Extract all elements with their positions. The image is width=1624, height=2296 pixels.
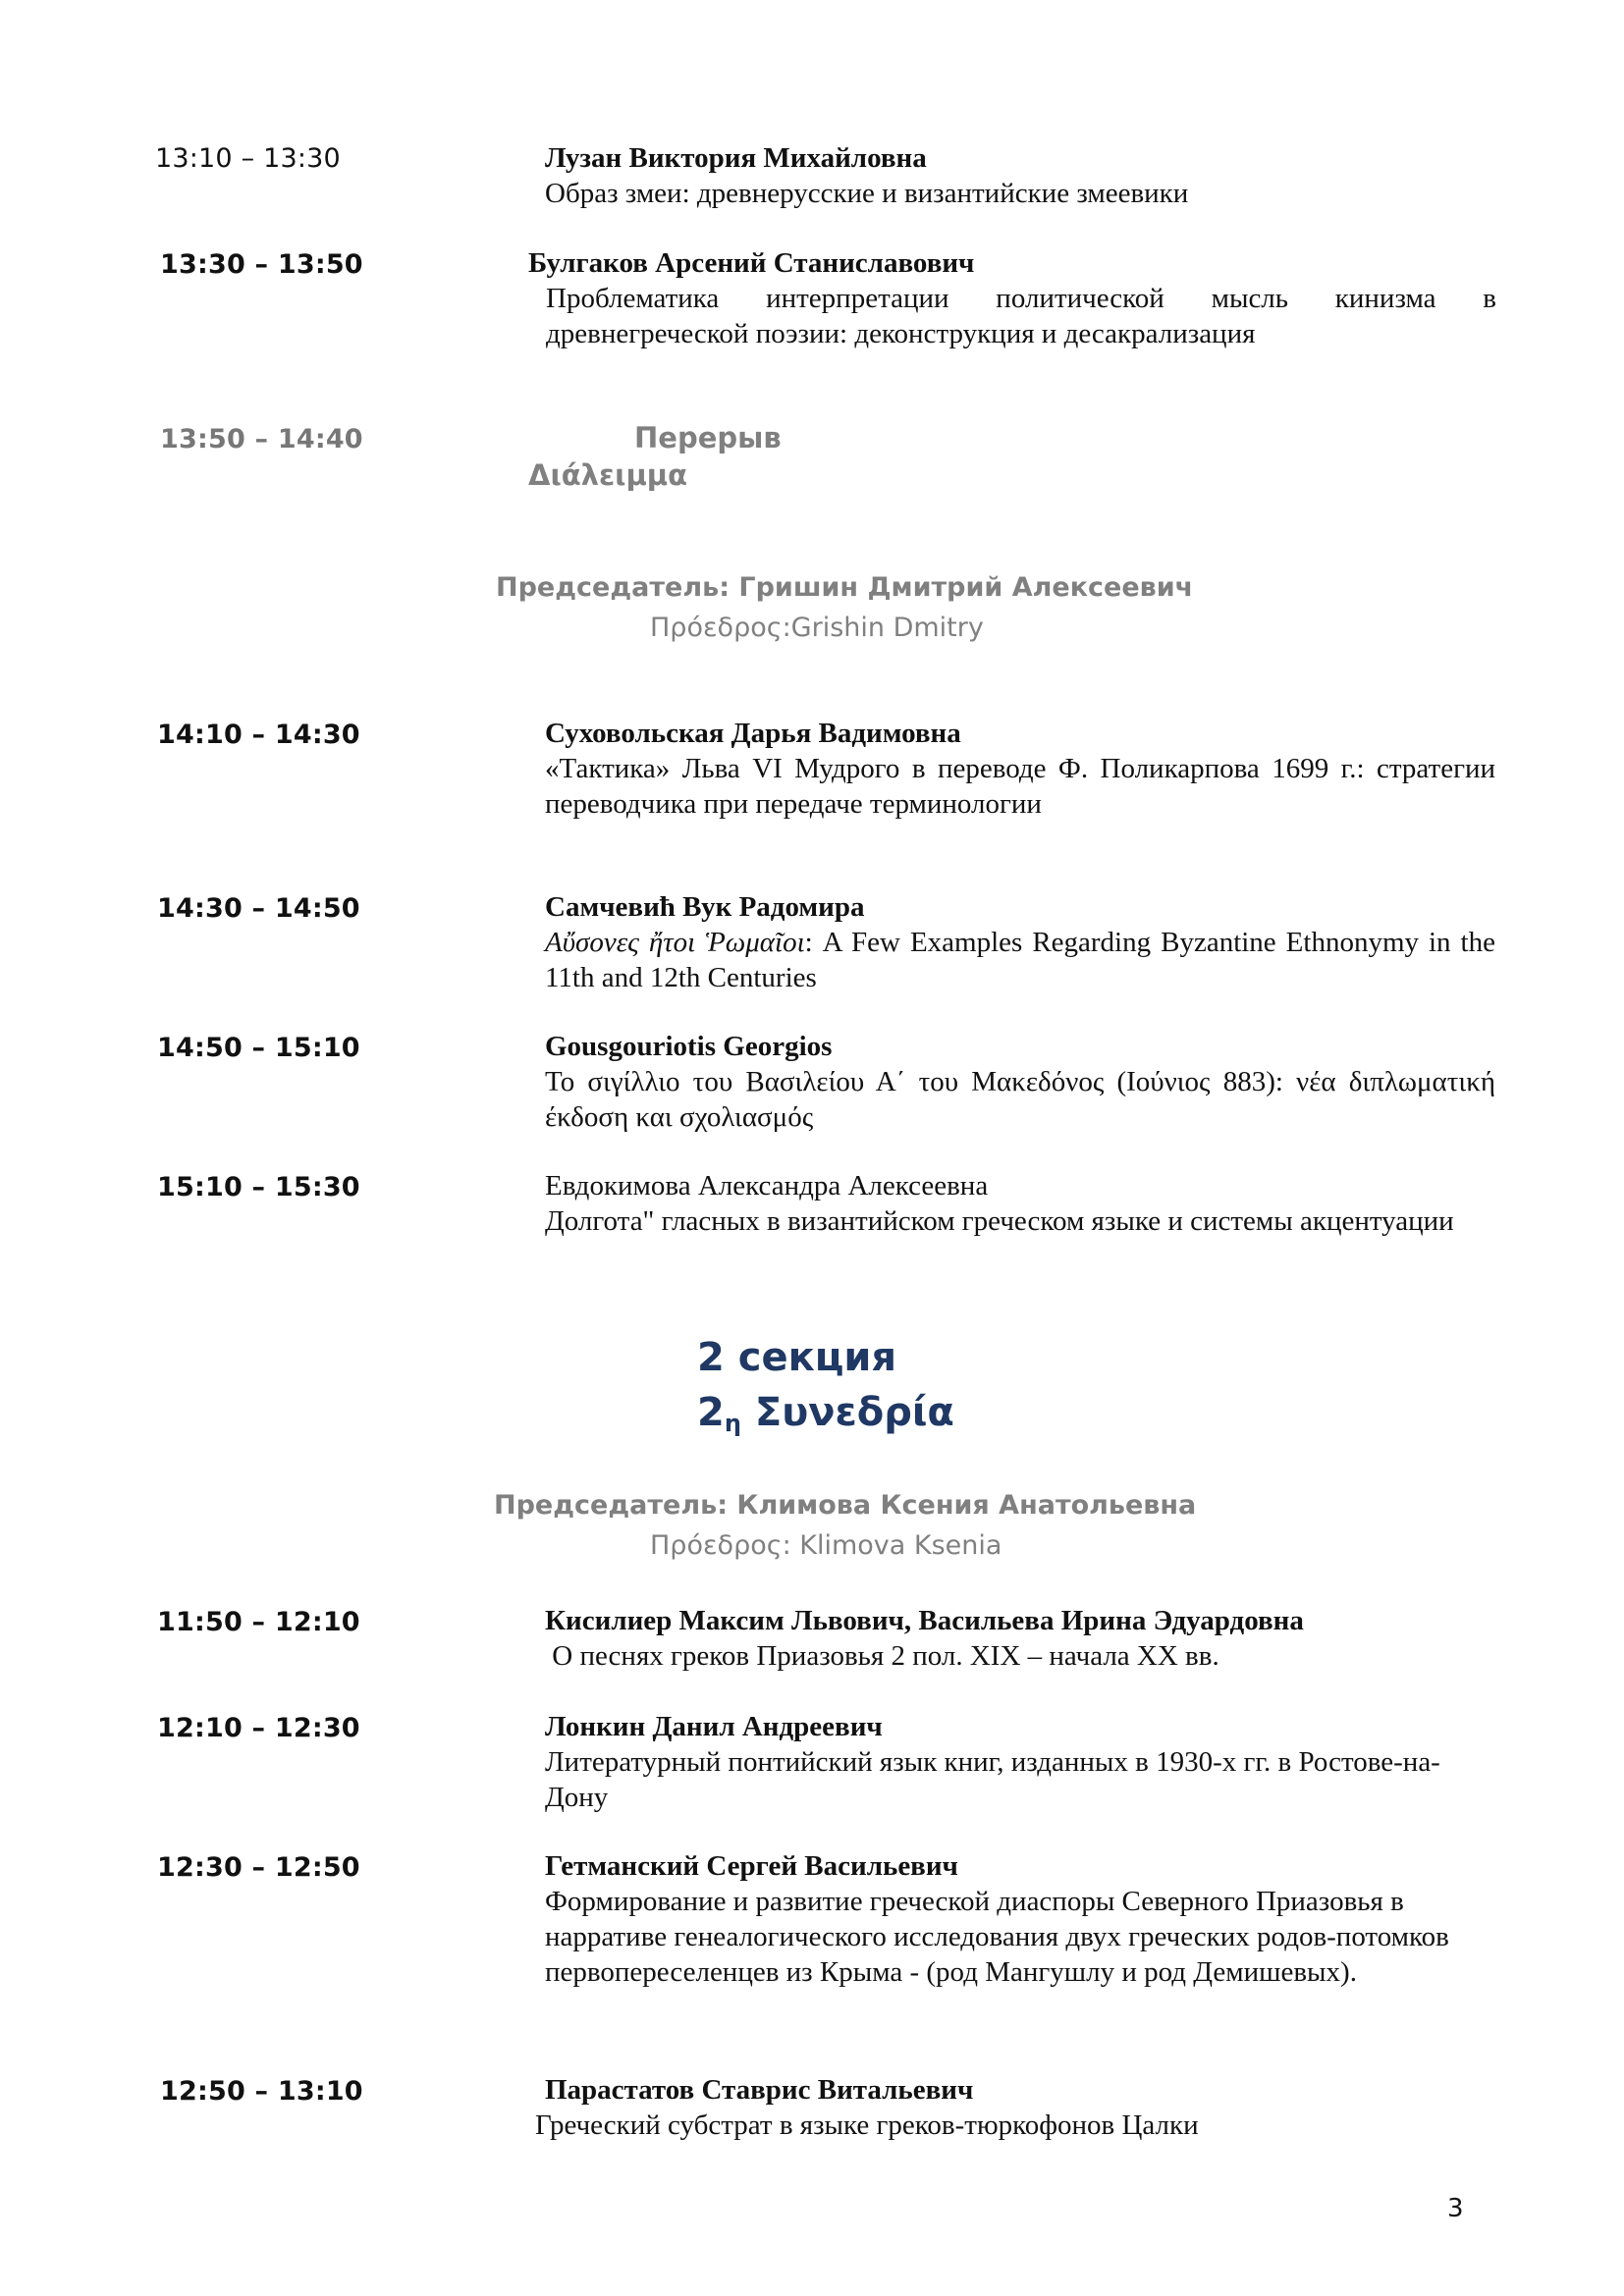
section-ordinal-suffix: η xyxy=(724,1410,741,1437)
schedule-entry xyxy=(545,140,1495,211)
page-number: 3 xyxy=(1447,2194,1464,2223)
schedule-entry xyxy=(535,2072,1495,2143)
talk-title: Греческий субстрат в языке греков-тюркофонов Цалки xyxy=(535,2109,1199,2141)
session-chair: Председатель: Климова Ксения Анатольевна xyxy=(494,1490,1197,1521)
talk-title-rest: : A Few Examples Regarding Byzantine Ethnonymy in the 11th and 12th Centuries xyxy=(545,927,1495,993)
speaker-name: Суховольская Дарья Вадимовна xyxy=(545,718,961,749)
slot-time: 14:30 – 14:50 xyxy=(157,893,360,924)
slot-time: 12:30 – 12:50 xyxy=(157,1852,360,1883)
chair-greek-prefix: Πρόεδρος xyxy=(650,1530,783,1561)
break-time: 13:50 – 14:40 xyxy=(160,424,363,454)
schedule-entry xyxy=(545,1168,1495,1239)
slot-time: 14:10 – 14:30 xyxy=(157,720,360,750)
slot-time: 13:10 – 13:30 xyxy=(155,143,341,174)
slot-time: 13:30 – 13:50 xyxy=(160,249,363,280)
break-label: Перерыв xyxy=(634,421,782,454)
section-number: 2 xyxy=(697,1390,725,1435)
speaker-name: Gousgouriotis Georgios xyxy=(545,1031,833,1062)
schedule-entry xyxy=(545,1848,1478,1990)
slot-time: 11:50 – 12:10 xyxy=(157,1607,360,1637)
speaker-name: Парастатов Ставрис Витальевич xyxy=(545,2074,974,2106)
talk-title: Το σιγίλλιο του Βασιλείου Α΄ του Μακεδόνος (Ιούνιος 883): νέα διπλωματική έκδοση και σχολιασμός xyxy=(545,1066,1495,1133)
chair-greek-prefix: Πρόεδρος xyxy=(650,613,783,643)
talk-title: Проблематика интерпретации политической мысль кинизма в древнегреческой поэзии: деконструкция и десакрализация xyxy=(546,283,1496,349)
break-label-greek: Διάλειμμα xyxy=(528,458,688,492)
speaker-name: Лузан Виктория Михайловна xyxy=(545,142,927,174)
speaker-name: Лонкин Данил Андреевич xyxy=(545,1711,883,1742)
schedule-entry xyxy=(545,716,1495,822)
schedule-entry xyxy=(545,889,1495,995)
talk-title xyxy=(545,925,1495,995)
schedule-entry xyxy=(545,1029,1495,1135)
talk-title: Формирование и развитие греческой диаспоры Северного Приазовья в нарративе генеалогического исследования двух греческих родов-потомков первопереселенцев из Крыма - (род Мангушлу и род Демишевых). xyxy=(545,1886,1449,1988)
schedule-entry xyxy=(528,245,1496,351)
talk-title: Образ змеи: древнерусские и византийские змеевики xyxy=(545,178,1189,209)
session-chair: Председатель: Гришин Дмитрий Алексеевич xyxy=(496,572,1194,603)
session-chair-greek xyxy=(650,1530,1001,1561)
talk-title-italic: Αὔσονες ἤτοι Ῥωμαῖοι xyxy=(545,927,805,958)
speaker-name: Евдокимова Александра Алексеевна xyxy=(545,1170,989,1201)
talk-title: Литературный понтийский язык книг, изданных в 1930-х гг. в Ростове-на-Дону xyxy=(545,1746,1440,1813)
chair-greek-name: : Klimova Ksenia xyxy=(782,1530,1002,1561)
schedule-entry xyxy=(545,1709,1468,1815)
speaker-name: Кисилиер Максим Львович, Васильева Ирина Эдуардовна xyxy=(545,1605,1304,1636)
chair-greek-name: :Grishin Dmitry xyxy=(782,613,984,643)
talk-title: О песнях греков Приазовья 2 пол. XIX – начала XX вв. xyxy=(545,1640,1219,1672)
slot-time: 12:50 – 13:10 xyxy=(160,2076,363,2107)
schedule-entry xyxy=(545,1603,1495,1674)
slot-time: 15:10 – 15:30 xyxy=(157,1172,360,1202)
section-heading-greek xyxy=(697,1390,954,1437)
speaker-name: Самчевић Вук Радомира xyxy=(545,891,865,923)
section-word: Συνεδρία xyxy=(740,1390,954,1435)
speaker-name: Гетманский Сергей Васильевич xyxy=(545,1850,958,1882)
speaker-name: Булгаков Арсений Станиславович xyxy=(528,247,975,279)
session-chair-greek xyxy=(650,613,984,643)
talk-title: «Тактика» Льва VI Мудрого в переводе Ф. Поликарпова 1699 г.: стратегии переводчика при передаче терминологии xyxy=(545,753,1495,820)
slot-time: 14:50 – 15:10 xyxy=(157,1033,360,1063)
section-heading: 2 секция xyxy=(697,1335,897,1380)
talk-title: Долгота" гласных в византийском греческом языке и системы акцентуации xyxy=(545,1205,1454,1237)
slot-time: 12:10 – 12:30 xyxy=(157,1713,360,1743)
